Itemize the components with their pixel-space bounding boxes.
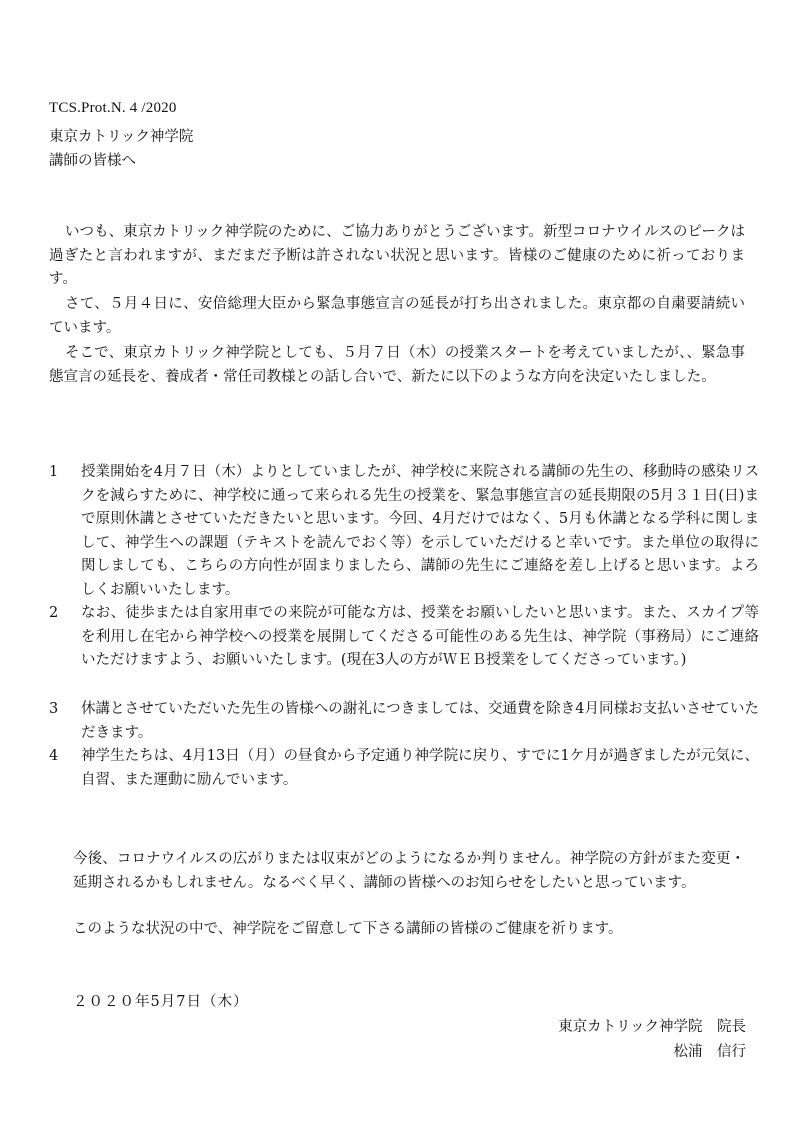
list-item [49, 698, 759, 745]
list-item-number: 4 [49, 748, 59, 764]
signature-title: 東京カトリック神学院 院長 [558, 1019, 746, 1035]
intro-paragraph: さて、５月４日に、安倍総理大臣から緊急事態宣言の延長が打ち出されました。東京都の自粛要請続いています。 [49, 296, 745, 336]
list-item-text: 神学生たちは、4月13日（月）の昼食から予定通り神学院に戻り、すでに1ケ月が過ぎましたが元気に、自習、また運動に励んでいます。 [81, 748, 759, 788]
list-item-number: 3 [49, 701, 59, 717]
list-item-text: なお、徒歩または自家用車での来院が可能な方は、授業をお願いしたいと思います。また、スカイプ等を利用し在宅から神学校への授業を展開してくださる可能性のある先生は、神学院（事務局）にご連絡いただけますよう、お願いいたします。(現在3人の方がＷＥＢ授業をしてくださっています。) [81, 605, 759, 668]
list-item-number: 2 [49, 605, 59, 621]
list-item-number: 1 [49, 464, 59, 480]
recipient-line: 講師の皆様へ [49, 153, 136, 169]
signature-name: 松浦 信行 [673, 1044, 746, 1060]
sender-name: 東京カトリック神学院 [49, 129, 194, 145]
intro-paragraph: そこで、東京カトリック神学院としても、５月７日（木）の授業スタートを考えていましたが、、緊急事態宣言の延長を、養成者・常任司教様との話し合いで、新たに以下のような方向を決定いたしました。 [49, 345, 745, 385]
intro-paragraph: いつも、東京カトリック神学院のために、ご協力ありがとうございます。新型コロナウイルスのピークは過ぎたと言われますが、まだまだ予断は許されない状況と思います。皆様のご健康のために祈っております。 [49, 224, 745, 287]
list-item [49, 602, 759, 698]
reference-number: TCS.Prot.N. 4 /2020 [49, 100, 177, 116]
list-item-text: 休講とさせていただいた先生の皆様への謝礼につきましては、交通費を除き4月同様お支払いさせていただきます。 [81, 701, 759, 741]
numbered-list [49, 461, 759, 792]
list-item [49, 745, 759, 792]
list-item-text: 授業開始を4月７日（木）よりとしていましたが、神学校に来院される講師の先生の、移動時の感染リスクを減らすために、神学校に通って来られる先生の授業を、緊急事態宣言の延長期限の5月３１日(日)まで原則休講とさせていただきたいと思います。今回、4月だけではなく、5月も休講となる学科に関しまして、神学生への課題（テキストを読んでおく等）を示していただけると幸いです。また単位の取得に関しましても、こちらの方向性が固まりましたら、講師の先生にご連絡を差し上げると思います。よろしくお願いいたします。 [81, 464, 759, 598]
list-item [49, 461, 759, 602]
letter-date: ２０２０年5月7日（木） [73, 994, 249, 1010]
closing-paragraph: 今後、コロナウイルスの広がりまたは収束がどのようになるか判りません。神学院の方針がまた変更・延期されるかもしれません。なるべく早く、講師の皆様へのお知らせをしたいと思っています。 [73, 851, 745, 891]
closing-paragraph: このような状況の中で、神学院をご留意して下さる講師の皆様のご健康を祈ります。 [73, 921, 623, 937]
